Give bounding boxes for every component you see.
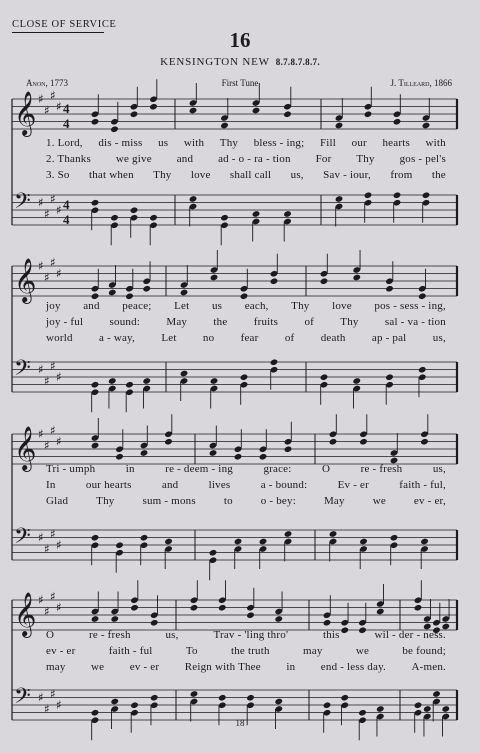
lyric-line: [46, 463, 446, 475]
note-head: [359, 538, 368, 546]
lyric-word: re - deem - ing: [165, 463, 233, 475]
treble-clef: 𝄞: [14, 258, 37, 302]
lyric-word: Fill: [319, 137, 337, 149]
key-sharp: ♯: [50, 423, 56, 438]
lyric-word: Thy: [356, 153, 375, 165]
note-head: [320, 277, 329, 285]
lyric-line: [46, 137, 446, 149]
lyric-word: and: [83, 300, 100, 312]
note-head: [115, 453, 124, 461]
lyric-word: A-men.: [411, 661, 446, 673]
lyric-word: re - fresh: [88, 629, 131, 641]
note-head: [91, 381, 100, 389]
note-head: [270, 358, 279, 366]
note-head: [218, 604, 227, 612]
note-head: [246, 611, 255, 619]
lyric-word: ev - er: [129, 661, 160, 673]
lyric-word: faith - ful: [108, 645, 153, 657]
note-head: [323, 701, 332, 709]
key-sharp: ♯: [38, 195, 44, 210]
key-sharp: ♯: [56, 203, 62, 217]
lyric-word: Let: [161, 332, 177, 344]
note-head: [376, 608, 385, 616]
note-head: [422, 191, 431, 199]
tune-label: First Tune: [221, 78, 259, 88]
note-head: [283, 110, 292, 118]
time-signature: 4: [63, 197, 70, 212]
key-sharp: ♯: [50, 358, 56, 373]
treble-clef: 𝄞: [14, 426, 37, 470]
key-sharp: ♯: [44, 701, 50, 716]
note-head: [91, 615, 100, 623]
lyric-word: us: [158, 137, 169, 149]
key-sharp: ♯: [38, 92, 44, 106]
bass-clef: 𝄢: [14, 189, 31, 219]
lyric-word: lives: [208, 479, 231, 491]
lyric-word: with: [425, 137, 446, 149]
note-head: [385, 285, 394, 293]
note-head: [418, 366, 427, 374]
lyric-word: us,: [432, 463, 446, 475]
lyric-word: Sav - iour,: [323, 169, 371, 181]
note-head: [340, 694, 349, 702]
note-head: [423, 705, 432, 713]
lyric-word: of: [284, 332, 295, 344]
note-head: [150, 694, 159, 702]
note-head: [110, 214, 119, 222]
lyric-word: world: [46, 332, 73, 344]
composer-left: Anon, 1773: [26, 78, 68, 88]
key-sharp: ♯: [50, 88, 56, 103]
note-head: [130, 701, 139, 709]
lyric-word: ad - o - ra - tion: [218, 153, 291, 165]
note-head: [252, 210, 261, 218]
note-head: [234, 453, 243, 461]
note-head: [352, 377, 361, 385]
lyric-word: love: [332, 300, 352, 312]
lyric-word: the: [213, 316, 228, 328]
lyric-word: peace;: [122, 300, 152, 312]
note-head: [352, 274, 361, 282]
lyric-word: us,: [432, 332, 446, 344]
key-sharp: ♯: [56, 370, 62, 384]
note-head: [125, 381, 134, 389]
bass-clef: 𝄢: [14, 356, 31, 386]
note-head: [91, 534, 100, 542]
note-head: [130, 110, 139, 118]
note-head: [359, 438, 368, 446]
lyric-word: and: [176, 153, 194, 165]
note-head: [142, 377, 151, 385]
lyric-word: this: [322, 629, 340, 641]
note-head: [210, 274, 219, 282]
note-head: [91, 199, 100, 207]
lyric-word: gos - pel's: [399, 153, 446, 165]
note-head: [130, 206, 139, 214]
lyric-word: we: [355, 645, 370, 657]
note-head: [376, 705, 385, 713]
lyric-word: Thy: [96, 495, 115, 507]
time-signature: 4: [63, 101, 70, 116]
lyric-word: Glad: [46, 495, 69, 507]
lyric-line: [46, 495, 446, 507]
lyric-word: the: [431, 169, 446, 181]
time-signature: 4: [63, 116, 70, 131]
hymn-number: 16: [229, 28, 251, 52]
lyric-word: ev - er,: [413, 495, 446, 507]
note-head: [240, 292, 249, 300]
note-head: [393, 118, 402, 126]
note-head: [91, 118, 100, 126]
lyric-word: faith - ful,: [399, 479, 446, 491]
key-sharp: ♯: [50, 191, 56, 206]
note-head: [441, 705, 450, 713]
lyric-word: love: [190, 169, 211, 181]
note-head: [259, 453, 268, 461]
note-head: [420, 438, 429, 446]
key-sharp: ♯: [44, 604, 50, 619]
lyric-word: us,: [290, 169, 304, 181]
note-head: [358, 709, 367, 717]
note-head: [108, 289, 117, 297]
lyric-word: Ev - er: [337, 479, 369, 491]
note-head: [432, 690, 441, 698]
note-head: [320, 373, 329, 381]
note-head: [218, 694, 227, 702]
note-head: [418, 292, 427, 300]
note-head: [142, 285, 151, 293]
note-head: [189, 195, 198, 203]
lyric-word: we: [372, 495, 386, 507]
note-head: [220, 122, 229, 130]
lyric-word: pos - sess - ing,: [374, 300, 446, 312]
note-head: [140, 534, 149, 542]
note-head: [110, 125, 119, 133]
note-head: [240, 373, 249, 381]
lyric-word: sum - mons: [142, 495, 196, 507]
time-signature: 4: [63, 212, 70, 227]
lyric-word: 1. Lord,: [46, 137, 83, 149]
note-head: [274, 698, 283, 706]
lyric-word: Thy: [340, 316, 359, 328]
note-head: [115, 541, 124, 549]
lyric-word: 3. So: [46, 169, 70, 181]
key-sharp: ♯: [56, 538, 62, 552]
key-sharp: ♯: [44, 438, 50, 453]
lyric-word: our hearts: [85, 479, 132, 491]
lyric-word: us: [211, 300, 223, 312]
lyric-word: that when: [88, 169, 134, 181]
lyric-word: joy: [46, 300, 61, 312]
lyric-word: in: [286, 661, 296, 673]
lyric-line: [46, 300, 446, 312]
lyric-line: [46, 629, 446, 641]
section-heading: CLOSE OF SERVICE: [12, 19, 117, 30]
lyric-word: and: [161, 479, 179, 491]
lyric-word: be found;: [402, 645, 446, 657]
note-head: [91, 292, 100, 300]
lyric-word: may: [303, 645, 323, 657]
note-head: [284, 445, 293, 453]
note-head: [270, 277, 279, 285]
note-head: [125, 292, 134, 300]
note-head: [149, 214, 158, 222]
key-sharp: ♯: [38, 427, 44, 441]
lyric-word: grace:: [263, 463, 292, 475]
note-head: [164, 438, 173, 446]
key-sharp: ♯: [38, 530, 44, 545]
lyric-word: with: [183, 137, 205, 149]
lyric-word: joy - ful: [46, 316, 84, 328]
lyric-word: hearts: [382, 137, 410, 149]
lyric-word: in: [125, 463, 135, 475]
note-head: [393, 191, 402, 199]
key-sharp: ♯: [38, 593, 44, 607]
lyric-line: [46, 316, 446, 328]
lyric-word: sal - va - tion: [384, 316, 446, 328]
lyric-word: sound:: [109, 316, 141, 328]
note-head: [385, 373, 394, 381]
key-sharp: ♯: [50, 255, 56, 270]
note-head: [91, 709, 100, 717]
treble-clef: 𝄞: [14, 91, 37, 135]
key-sharp: ♯: [38, 362, 44, 377]
note-head: [390, 534, 399, 542]
note-head: [150, 619, 159, 627]
page-number: 18: [235, 718, 245, 728]
note-head: [414, 604, 423, 612]
note-head: [110, 698, 119, 706]
lyric-word: ap - pal: [371, 332, 407, 344]
key-sharp: ♯: [50, 589, 56, 604]
note-head: [329, 530, 338, 538]
lyric-word: us,: [165, 629, 179, 641]
key-sharp: ♯: [56, 266, 62, 281]
lyric-word: may: [46, 661, 66, 673]
note-head: [283, 210, 292, 218]
lyric-word: death: [320, 332, 346, 344]
lyric-word: Thy: [291, 300, 310, 312]
key-sharp: ♯: [44, 373, 50, 388]
lyric-word: a - bound:: [260, 479, 308, 491]
note-head: [149, 103, 158, 111]
note-head: [252, 107, 261, 115]
key-sharp: ♯: [38, 690, 44, 705]
tune-name: KENSINGTON NEW: [160, 56, 270, 68]
note-head: [259, 538, 268, 546]
note-head: [420, 538, 429, 546]
lyric-word: Thy: [153, 169, 172, 181]
lyric-line: [46, 169, 446, 181]
note-head: [140, 449, 149, 457]
lyric-word: O: [46, 629, 55, 641]
note-head: [323, 619, 332, 627]
lyric-word: we give: [115, 153, 152, 165]
key-sharp: ♯: [56, 600, 62, 615]
note-head: [210, 377, 219, 385]
key-sharp: ♯: [56, 698, 62, 712]
lyric-word: fear: [240, 332, 259, 344]
lyric-word: re - fresh: [360, 463, 403, 475]
lyric-word: Thy: [219, 137, 239, 149]
lyric-word: Tri - umph: [46, 463, 96, 475]
lyric-word: Reign with Thee: [184, 661, 261, 673]
note-head: [209, 549, 218, 557]
note-head: [335, 122, 344, 130]
lyric-word: Trav - 'ling thro': [213, 629, 289, 641]
note-head: [274, 615, 283, 623]
note-head: [284, 530, 293, 538]
note-head: [189, 107, 198, 115]
note-head: [335, 195, 344, 203]
lyric-word: to: [223, 495, 233, 507]
note-head: [209, 449, 218, 457]
lyric-word: May: [166, 316, 188, 328]
lyric-line: [46, 153, 446, 165]
bass-clef: 𝄢: [14, 524, 31, 554]
note-head: [364, 191, 373, 199]
lyric-word: O: [322, 463, 331, 475]
tune-meter: 8.7.8.7.8.7.: [275, 57, 320, 67]
lyric-line: [46, 332, 446, 344]
key-sharp: ♯: [56, 434, 62, 449]
key-sharp: ♯: [50, 686, 56, 701]
note-head: [130, 604, 139, 612]
lyric-word: o - bey:: [260, 495, 296, 507]
lyric-word: the truth: [230, 645, 270, 657]
note-head: [234, 538, 243, 546]
note-head: [108, 377, 117, 385]
lyric-line: [46, 645, 446, 657]
key-sharp: ♯: [50, 526, 56, 541]
note-head: [110, 615, 119, 623]
lyric-word: fruits: [253, 316, 279, 328]
note-head: [422, 122, 431, 130]
note-head: [220, 214, 229, 222]
lyric-word: of: [304, 316, 315, 328]
lyric-word: our: [351, 137, 367, 149]
key-sharp: ♯: [38, 259, 44, 273]
lyric-word: May: [323, 495, 345, 507]
note-head: [180, 289, 189, 297]
lyric-word: we: [91, 661, 105, 673]
note-head: [180, 370, 189, 378]
note-head: [91, 442, 100, 450]
lyric-word: no: [202, 332, 215, 344]
lyric-word: end - less day.: [320, 661, 387, 673]
key-sharp: ♯: [44, 270, 50, 285]
lyric-word: In: [46, 479, 56, 491]
note-head: [190, 690, 199, 698]
lyric-word: For: [315, 153, 332, 165]
lyric-word: wil - der - ness.: [374, 629, 446, 641]
composer-right: J. Tilleard, 1866: [390, 78, 452, 88]
note-head: [364, 110, 373, 118]
note-head: [414, 701, 423, 709]
treble-clef: 𝄞: [14, 592, 37, 636]
note-head: [329, 438, 338, 446]
lyric-word: Let: [174, 300, 190, 312]
key-sharp: ♯: [44, 206, 50, 221]
lyric-word: 2. Thanks: [46, 153, 91, 165]
lyric-word: a - way,: [98, 332, 135, 344]
lyric-word: each,: [244, 300, 269, 312]
note-head: [164, 538, 173, 546]
lyric-line: [46, 479, 446, 491]
note-head: [190, 604, 199, 612]
lyric-word: shall call: [229, 169, 272, 181]
lyric-word: dis - miss: [98, 137, 143, 149]
lyric-line: [46, 661, 446, 673]
key-sharp: ♯: [44, 103, 50, 118]
bass-clef: 𝄢: [14, 684, 31, 714]
lyric-word: from: [390, 169, 413, 181]
lyric-word: bless - ing;: [253, 137, 305, 149]
note-head: [246, 694, 255, 702]
lyric-word: ev - er: [46, 645, 76, 657]
key-sharp: ♯: [56, 99, 62, 114]
lyric-word: To: [185, 645, 198, 657]
key-sharp: ♯: [44, 541, 50, 556]
